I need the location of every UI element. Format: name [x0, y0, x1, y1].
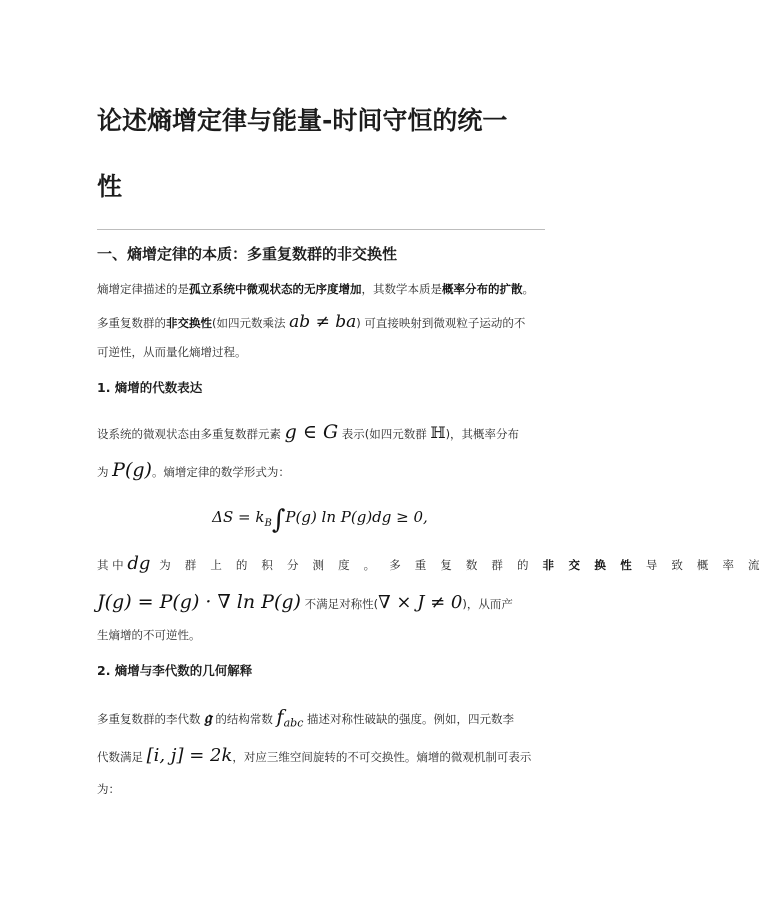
text-run: 的结构常数 — [211, 712, 277, 726]
paragraph-line — [97, 553, 765, 574]
formula-subscript: B — [264, 518, 272, 529]
paragraph-line — [97, 281, 547, 297]
text-run: )，从而产 — [462, 597, 513, 611]
bold-run: 非交换性 — [166, 316, 212, 330]
paragraph-line — [97, 421, 547, 443]
text-run: 其 中 — [97, 558, 128, 572]
text-run: 熵增定律描述的是 — [97, 282, 189, 296]
inline-math: J(g) = P(g) · ∇ ln P(g) — [97, 591, 301, 613]
text-run: 。熵增定律的数学形式为： — [151, 465, 290, 479]
text-run: ，对应三维空间旋转的不可交换性。熵增的微观机制可表示 — [232, 750, 532, 764]
text-run: 为 — [97, 465, 113, 479]
bold-run: 孤立系统中微观状态的无序度增加 — [189, 282, 362, 296]
text-run: 导 致 概 率 流 — [636, 558, 765, 572]
inline-math: ∇ × J ≠ 0 — [378, 592, 463, 613]
page-title — [97, 88, 567, 220]
text-run: 为 群 上 的 积 分 测 度 。 多 重 复 数 群 的 — [150, 558, 543, 572]
text-run: 不满足对称性( — [300, 597, 379, 611]
text-run: ) 可直接映射到微观粒子运动的不 — [356, 316, 526, 330]
text-run: 。 — [522, 282, 534, 296]
bold-run: 非 交 换 性 — [542, 558, 637, 572]
paragraph-line — [97, 591, 547, 613]
inline-math: dg — [127, 553, 151, 574]
inline-math: P(g) — [112, 459, 152, 481]
display-formula — [0, 505, 640, 535]
text-run: 多重复数群的 — [97, 316, 166, 330]
paragraph-line — [97, 459, 547, 481]
paragraph-line — [97, 314, 547, 331]
text-run: 代数满足 — [97, 750, 147, 764]
text-run: )，其概率分布 — [445, 427, 520, 441]
text-run: (如四元数乘法 — [212, 316, 290, 330]
math-subscript: abc — [283, 716, 304, 730]
bold-run: 概率分布的扩散 — [442, 282, 523, 296]
text-run: 多重复数群的李代数 — [97, 712, 205, 726]
subsection-heading: 1. 熵增的代数表达 — [97, 380, 203, 395]
inline-math: ℍ — [430, 423, 446, 442]
paragraph-line — [97, 745, 547, 766]
formula-part: P(g) ln P(g)dg ≥ 0, — [285, 508, 428, 526]
title-line-2: 性 — [97, 172, 123, 201]
title-line-1: 论述熵增定律与能量-时间守恒的统一 — [97, 106, 508, 135]
text-run: 表示(如四元数群 — [338, 427, 431, 441]
text-run: 描述对称性破缺的强度。例如，四元数李 — [303, 712, 515, 726]
paragraph-line: 生熵增的不可逆性。 — [97, 628, 201, 642]
section-heading: 一、熵增定律的本质：多重复数群的非交换性 — [97, 245, 398, 263]
text-run: 设系统的微观状态由多重复数群元素 — [97, 427, 285, 441]
text-run: ，其数学本质是 — [361, 282, 442, 296]
paragraph-line — [97, 706, 547, 731]
paragraph-line: 为： — [97, 782, 120, 796]
inline-math: f — [276, 706, 284, 728]
subsection-heading: 2. 熵增与李代数的几何解释 — [97, 663, 253, 678]
inline-math: [i, j] = 2k — [146, 745, 233, 766]
inline-math: 𝔤 — [204, 708, 212, 728]
paragraph-line: 可逆性，从而量化熵增过程。 — [97, 345, 247, 359]
integral-sign: ∫ — [271, 505, 286, 535]
title-divider — [97, 229, 545, 230]
formula-part: ΔS = k — [212, 508, 265, 526]
inline-math: g ∈ G — [284, 421, 339, 443]
inline-math: ab ≠ ba — [289, 312, 357, 332]
